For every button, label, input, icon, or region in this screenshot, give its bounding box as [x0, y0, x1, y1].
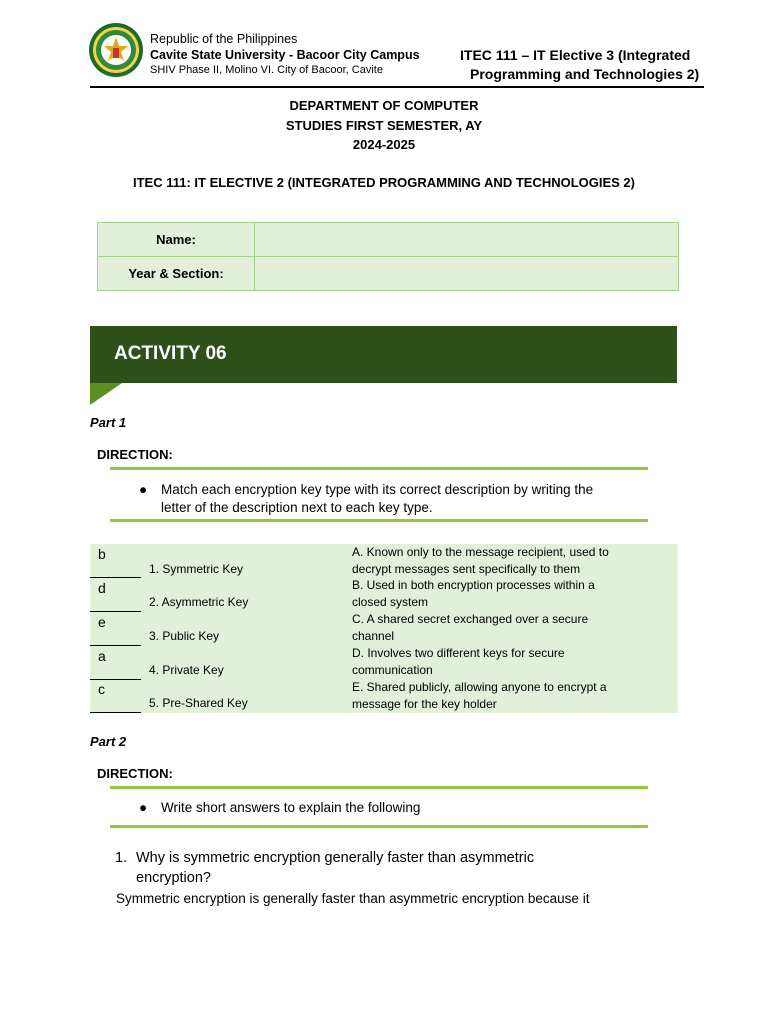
key-type: 3. Public Key	[149, 629, 220, 643]
part1-label: Part 1	[90, 415, 127, 430]
department-line2: STUDIES FIRST SEMESTER, AY	[285, 117, 483, 133]
part1-direction-label: DIRECTION:	[97, 447, 173, 462]
section-label: Year & Section:	[98, 257, 255, 291]
name-label: Name:	[98, 223, 255, 257]
section-field[interactable]	[255, 257, 679, 291]
question-text: Why is symmetric encryption generally faster than asymmetric encryption?	[136, 850, 535, 886]
part2-rule-top	[110, 786, 648, 789]
name-row	[98, 223, 679, 257]
key-description: C. A shared secret exchanged over a secure channel	[352, 612, 589, 643]
department-line3: 2024-2025	[352, 137, 416, 152]
part2-label: Part 2	[90, 734, 127, 749]
part2-direction-label: DIRECTION:	[97, 766, 173, 781]
part1-direction-text: Match each encryption key type with its correct description by writing the letter of the description next to each key type.	[161, 482, 594, 515]
answer-blank[interactable]	[90, 646, 141, 680]
key-type: 4. Private Key	[149, 663, 224, 677]
part2-direction-text: Write short answers to explain the following	[161, 800, 421, 815]
answer-text: e	[98, 614, 106, 630]
republic-line: Republic of the Philippines	[150, 32, 298, 46]
key-description: B. Used in both encryption processes within a closed system	[352, 578, 595, 609]
activity-banner	[90, 326, 677, 383]
answer-text: a	[98, 648, 106, 664]
key-description: E. Shared publicly, allowing anyone to encrypt a message for the key holder	[352, 680, 607, 711]
name-field[interactable]	[255, 223, 679, 257]
answer-blank[interactable]	[90, 679, 141, 713]
header-divider	[90, 86, 704, 88]
answer-text: d	[98, 580, 106, 596]
part1-rule-top	[110, 467, 648, 470]
part2-rule-bottom	[110, 825, 648, 828]
answer-blank[interactable]	[90, 578, 141, 612]
section-row	[98, 257, 679, 291]
answer-blank[interactable]	[90, 544, 141, 578]
university-name: Cavite State University - Bacoor City Campus	[150, 48, 420, 62]
letterhead	[88, 20, 708, 90]
key-type: 5. Pre-Shared Key	[149, 696, 248, 710]
key-type: 1. Symmetric Key	[149, 562, 244, 576]
course-header	[460, 46, 699, 84]
university-seal-icon	[88, 22, 144, 78]
bullet-icon: ●	[139, 800, 148, 815]
course-header-line1: ITEC 111 – IT Elective 3 (Integrated	[460, 47, 691, 63]
department-line1: DEPARTMENT OF COMPUTER	[289, 98, 479, 113]
banner-tab-decoration	[90, 383, 122, 405]
key-description: A. Known only to the message recipient, used to decrypt messages sent specifically to them	[352, 545, 609, 576]
activity-title: ACTIVITY 06	[114, 343, 227, 364]
key-type: 2. Asymmetric Key	[149, 595, 249, 609]
department-heading	[0, 96, 768, 155]
course-header-line2: Programming and Technologies 2)	[470, 66, 700, 82]
answer-text: b	[98, 546, 106, 562]
question-number: 1.	[115, 850, 128, 866]
part1-rule-bottom	[110, 519, 648, 522]
answer-text: c	[98, 681, 105, 697]
question-1-answer[interactable]: Symmetric encryption is generally faster than asymmetric encryption because it	[116, 891, 590, 906]
course-title: ITEC 111: IT ELECTIVE 2 (INTEGRATED PROGRAMMING AND TECHNOLOGIES 2)	[133, 175, 635, 190]
university-address: SHIV Phase II, Molino VI. City of Bacoor, Cavite	[150, 64, 383, 76]
answer-blank[interactable]	[90, 612, 141, 646]
student-info-table	[97, 222, 679, 291]
bullet-icon: ●	[139, 482, 148, 497]
key-description: D. Involves two different keys for secure communication	[352, 646, 565, 677]
university-block	[150, 31, 420, 78]
